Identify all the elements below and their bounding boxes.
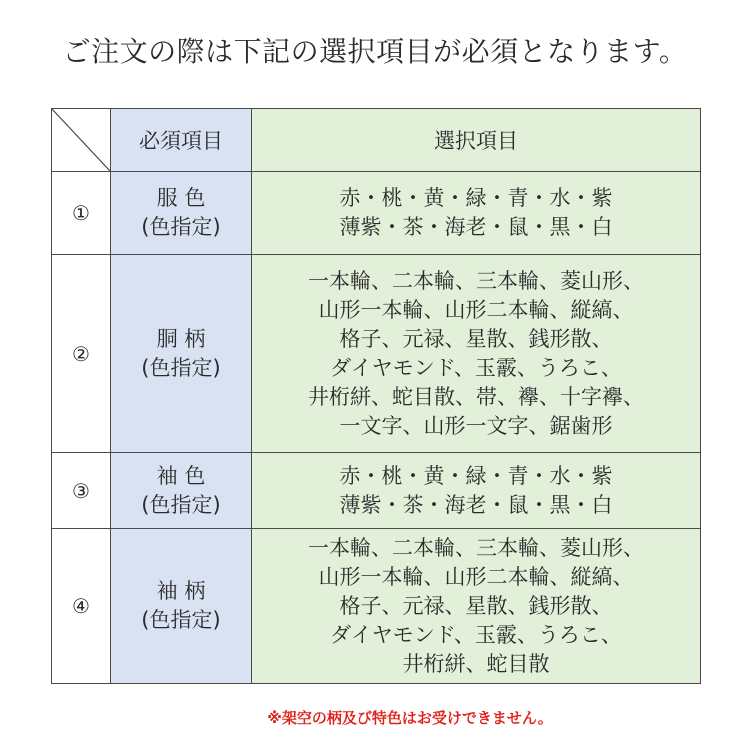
header-required-items: 必須項目 [111, 109, 252, 172]
required-item-label: 胴 柄 [156, 326, 206, 351]
option-line: ダイヤモンド、玉霰、うろこ、 [330, 622, 622, 647]
header-selection-items: 選択項目 [252, 109, 701, 172]
corner-cell [52, 109, 111, 172]
option-line: 井桁絣、蛇目散 [402, 651, 550, 676]
option-line: 格子、元禄、星散、銭形散、 [339, 326, 613, 351]
options-cell [252, 529, 701, 684]
options-cell [252, 255, 701, 453]
option-line: 赤・桃・黄・緑・青・水・紫 [339, 186, 613, 210]
row-number: ② [52, 255, 111, 453]
option-line: 山形一本輪、山形二本輪、縦縞、 [318, 564, 634, 589]
row-number: ③ [52, 453, 111, 529]
options-cell [252, 453, 701, 529]
required-item-sublabel: (色指定) [141, 492, 221, 517]
option-line: 山形一本輪、山形二本輪、縦縞、 [318, 297, 634, 322]
option-line: 一文字、山形一文字、鋸歯形 [339, 413, 613, 438]
option-line: 格子、元禄、星散、銭形散、 [339, 593, 613, 618]
required-item-cell [111, 529, 252, 684]
row-number: ④ [52, 529, 111, 684]
required-item-sublabel: (色指定) [141, 215, 221, 239]
table-row [52, 529, 701, 684]
table-header-row [52, 109, 701, 172]
required-item-label: 服 色 [156, 186, 206, 210]
required-item-sublabel: (色指定) [141, 355, 221, 380]
table-row [52, 255, 701, 453]
required-item-cell [111, 172, 252, 255]
warning-note: ※架空の柄及び特色はお受けできません。 [267, 709, 553, 727]
required-item-sublabel: (色指定) [141, 608, 221, 632]
table-row [52, 453, 701, 529]
option-line: 一本輪、二本輪、三本輪、菱山形、 [308, 535, 644, 560]
table-row [52, 172, 701, 255]
option-line: 薄紫・茶・海老・鼠・黒・白 [339, 492, 613, 517]
option-line: ダイヤモンド、玉霰、うろこ、 [330, 355, 622, 380]
options-cell [252, 172, 701, 255]
diagonal-line-icon [52, 109, 110, 171]
row-number: ① [52, 172, 111, 255]
option-line: 井桁絣、蛇目散、帯、襷、十字襷、 [308, 384, 644, 409]
selection-table [51, 108, 701, 684]
required-item-label: 袖 柄 [156, 579, 206, 603]
required-item-cell [111, 453, 252, 529]
option-line: 薄紫・茶・海老・鼠・黒・白 [339, 215, 613, 239]
page-heading: ご注文の際は下記の選択項目が必須となります。 [62, 35, 688, 68]
option-line: 赤・桃・黄・緑・青・水・紫 [339, 463, 613, 488]
required-item-label: 袖 色 [156, 463, 206, 488]
option-line: 一本輪、二本輪、三本輪、菱山形、 [308, 268, 644, 293]
required-item-cell [111, 255, 252, 453]
